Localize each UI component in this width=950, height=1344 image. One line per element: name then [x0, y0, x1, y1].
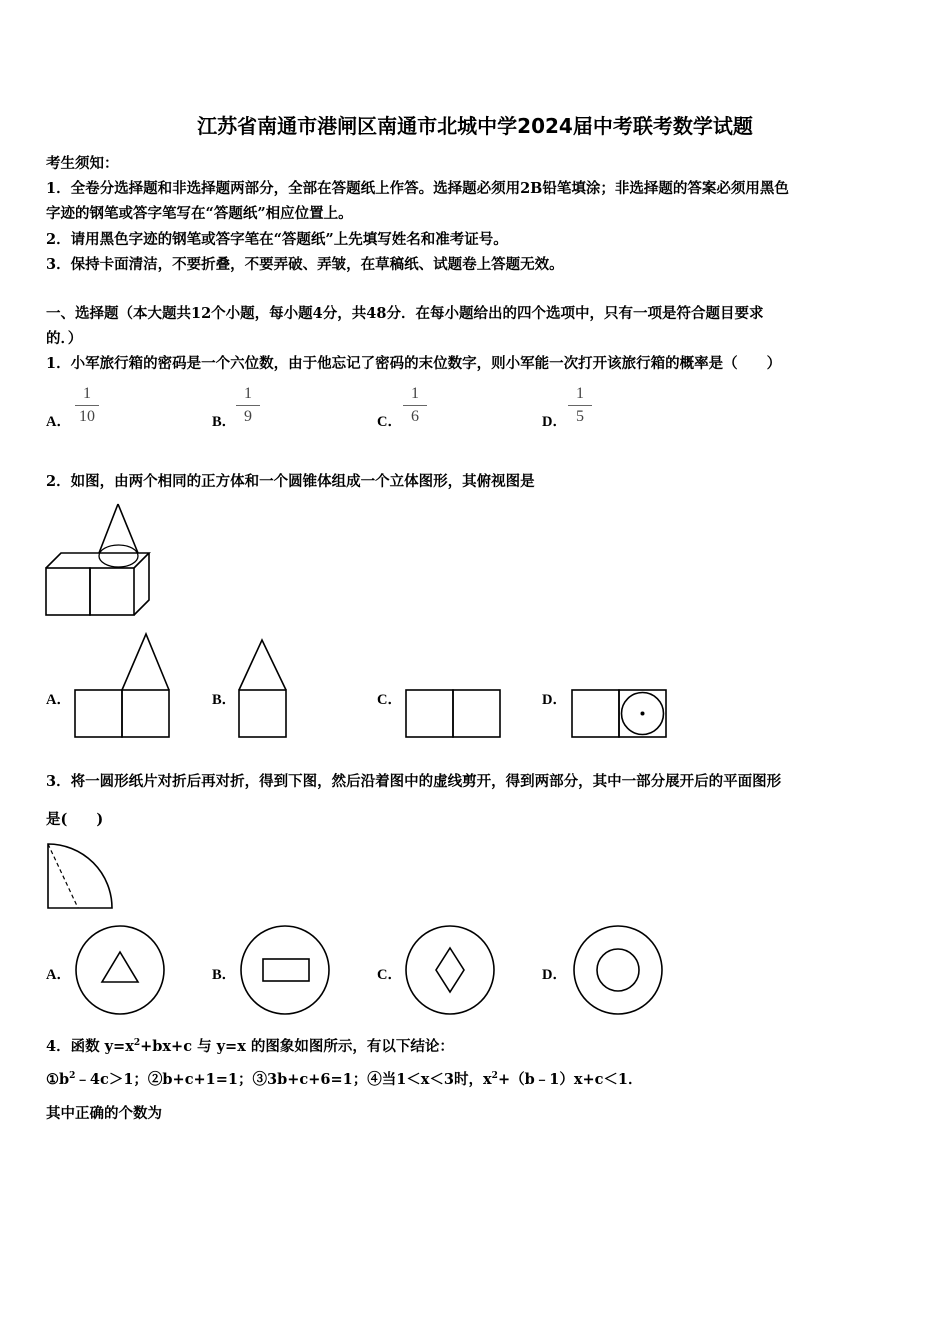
- q1-option-c-numerator: 1: [411, 385, 419, 402]
- q3-option-a-figure: [74, 924, 170, 1020]
- fraction-bar: [568, 405, 592, 406]
- q2-option-c-figure: [405, 689, 503, 741]
- q4-question: 其中正确的个数为: [46, 1105, 162, 1122]
- q4-conclusions-exponent-1: 2: [69, 1071, 76, 1082]
- q1-option-d-numerator: 1: [576, 385, 584, 402]
- q3-option-c-label: C．: [377, 967, 402, 983]
- q1-option-a-numerator: 1: [83, 385, 91, 402]
- q2-solid-figure: [44, 500, 154, 620]
- q2-option-d-label: D．: [542, 692, 567, 708]
- q4-stem: [46, 1035, 454, 1056]
- q2-option-b-figure: [238, 637, 290, 741]
- q3-folded-paper-figure: [44, 840, 118, 914]
- q4-stem-pre: 4．函数 y=x: [46, 1038, 134, 1055]
- q4-conclusions-post: +（b﹣1）x+c＜1．: [497, 1071, 643, 1088]
- q1-option-c-fraction: [400, 384, 430, 427]
- q4-stem-exponent: 2: [133, 1038, 141, 1049]
- q4-stem-post: +bx+c 与 y=x 的图象如图所示，有以下结论：: [140, 1038, 454, 1055]
- q3-option-d-label: D．: [542, 967, 567, 983]
- q2-option-a-label: A．: [46, 692, 71, 708]
- q3-option-b-label: B．: [212, 967, 237, 983]
- q2-option-a-figure: [74, 632, 174, 742]
- page-title: 江苏省南通市港闸区南通市北城中学2024届中考联考数学试题: [197, 114, 753, 138]
- q3-option-c-figure: [403, 924, 499, 1020]
- fraction-bar: [75, 405, 99, 406]
- q1-option-a-label: A．: [46, 414, 71, 430]
- notice-heading: 考生须知：: [46, 155, 119, 172]
- q2-option-b-label: B．: [212, 692, 237, 708]
- q1-option-b-denominator: 9: [244, 408, 252, 425]
- q1-option-a-fraction: [72, 384, 102, 427]
- notice-line-2: 2．请用黑色字迹的钢笔或答字笔在“答题纸”上先填写姓名和准考证号。: [46, 231, 508, 248]
- q3-option-d-figure: [572, 924, 668, 1020]
- q1-option-b-fraction: [233, 384, 263, 427]
- q3-option-b-figure: [238, 924, 334, 1020]
- section-heading-b: 的．）: [46, 330, 83, 347]
- q4-conclusions-mid: ﹣4c＞1；②b+c+1=1；③3b+c+6=1；④当1＜x＜3时，x: [75, 1071, 492, 1088]
- q2-option-d-figure: [571, 689, 669, 741]
- fraction-bar: [236, 405, 260, 406]
- section-heading-a: 一、选择题（本大题共12个小题，每小题4分，共48分．在每小题给出的四个选项中，只有一项是符合题目要求: [46, 305, 764, 322]
- q1-option-c-label: C．: [377, 414, 402, 430]
- q1-option-d-fraction: [565, 384, 595, 427]
- q1-option-b-numerator: 1: [244, 385, 252, 402]
- q1-option-d-denominator: 5: [576, 408, 584, 425]
- q1-stem: 1．小军旅行箱的密码是一个六位数，由于他忘记了密码的末位数字，则小军能一次打开该旅行箱的概率是（ ）: [46, 355, 782, 372]
- notice-line-1b: 字迹的钢笔或答字笔写在“答题纸”相应位置上。: [46, 205, 353, 222]
- notice-line-3: 3．保持卡面清洁，不要折叠，不要弄破、弄皱，在草稿纸、试题卷上答题无效。: [46, 256, 564, 273]
- q4-conclusions: [46, 1068, 643, 1089]
- q1-option-b-label: B．: [212, 414, 237, 430]
- fraction-bar: [403, 405, 427, 406]
- q1-option-c-denominator: 6: [411, 408, 419, 425]
- q3-stem-a: 3．将一圆形纸片对折后再对折，得到下图，然后沿着图中的虚线剪开，得到两部分，其中一部分展开后的平面图形: [46, 773, 782, 790]
- q2-stem: 2．如图，由两个相同的正方体和一个圆锥体组成一个立体图形，其俯视图是: [46, 473, 535, 490]
- q2-option-c-label: C．: [377, 692, 402, 708]
- q3-stem-b: 是( ): [46, 811, 104, 828]
- notice-line-1a: 1．全卷分选择题和非选择题两部分，全部在答题纸上作答。选择题必须用2B铅笔填涂；非选择题的答案必须用黑色: [46, 180, 789, 197]
- q4-conclusions-pre: ①b: [46, 1071, 70, 1088]
- q3-option-a-label: A．: [46, 967, 71, 983]
- q1-option-d-label: D．: [542, 414, 567, 430]
- q1-option-a-denominator: 10: [79, 408, 95, 425]
- q4-conclusions-exponent-2: 2: [491, 1071, 498, 1082]
